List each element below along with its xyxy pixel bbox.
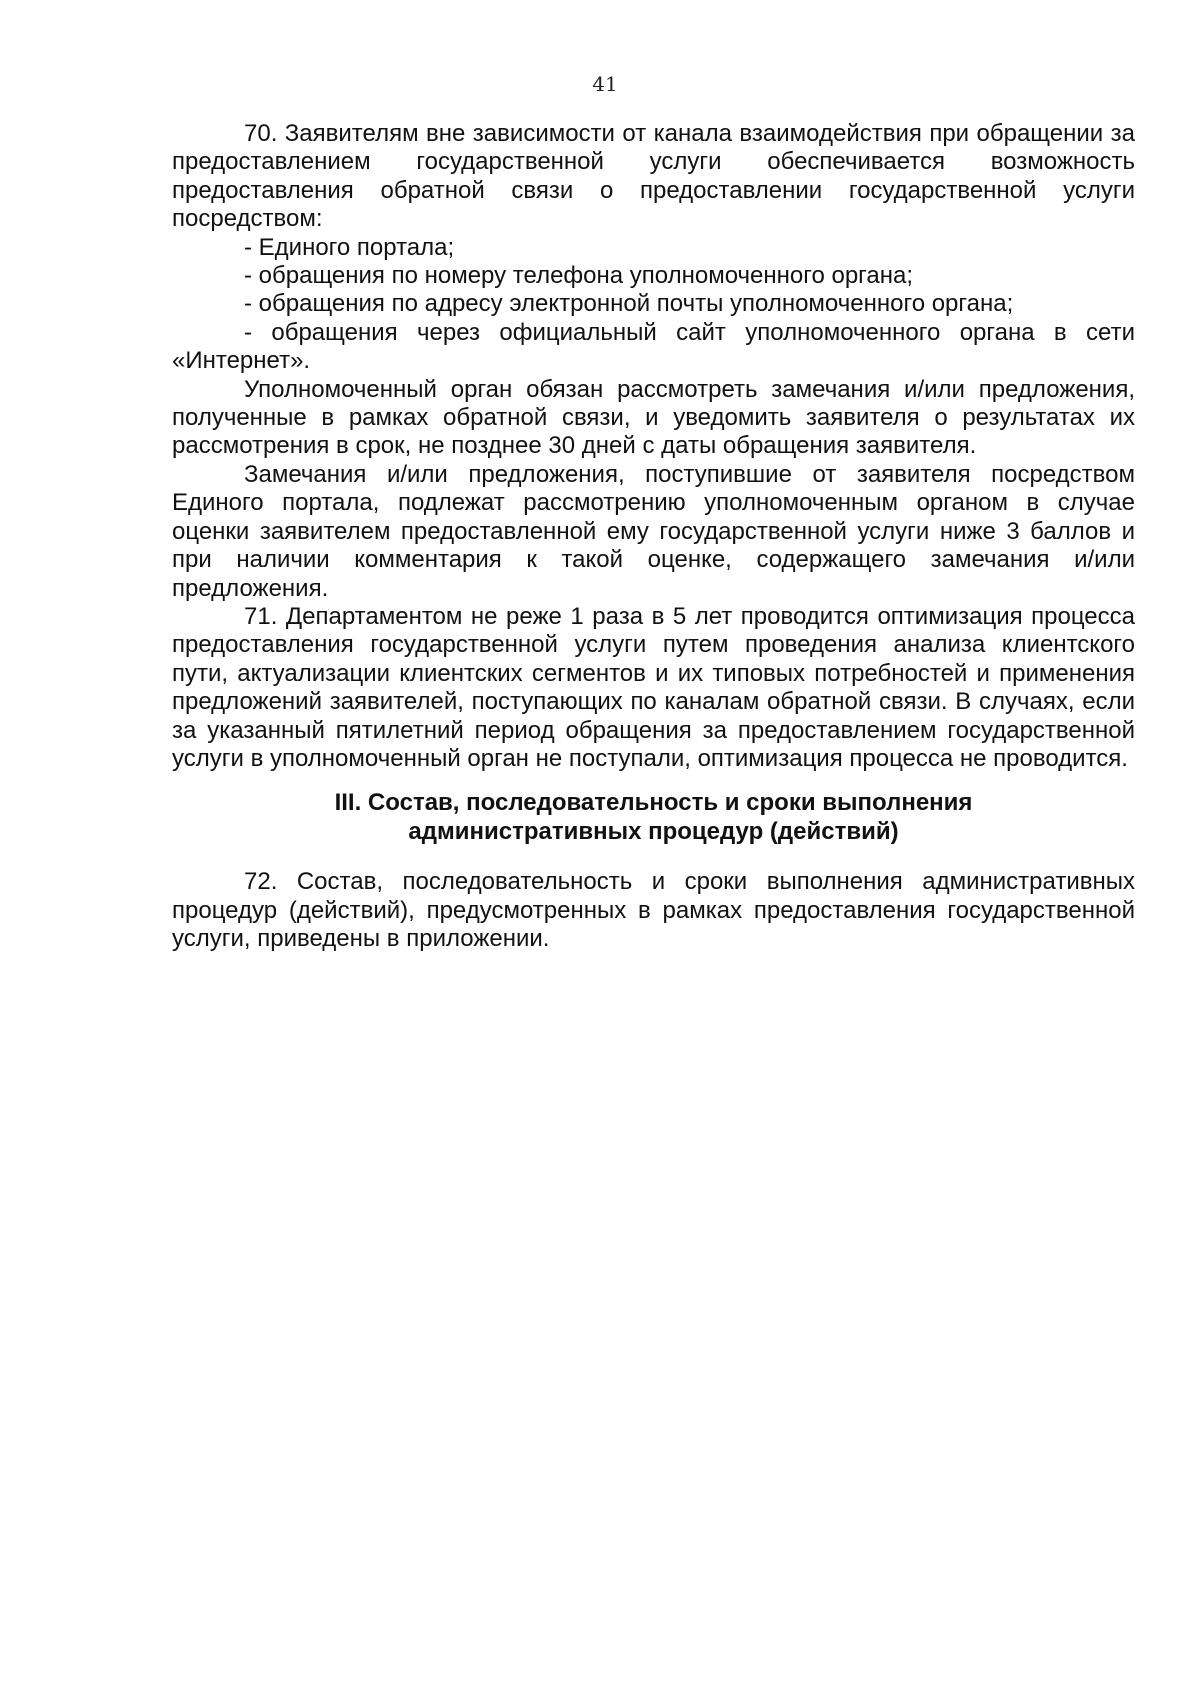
list-item-email: - обращения по адресу электронной почты уполномоченного органа;: [244, 290, 1014, 318]
paragraph-71: 71. Департаментом не реже 1 раза в 5 лет проводится оптимизация процесса предоставления государственной услуги путем проведения анализа клиентского пути, актуализации клиентских сегментов и их типовых потребностей и применения предложений заявителей, поступающих по каналам обратной связи. В случаях, если за указанный пятилетний период обращения за предоставлением государственной услуги в уполномоченный орган не поступали, оптимизация процесса не проводится.: [172, 602, 1135, 772]
paragraph-portal-remarks: Замечания и/или предложения, поступившие от заявителя посредством Единого портала, подлежат рассмотрению уполномоченным органом в случае оценки заявителем предоставленной ему государственной услуги ниже 3 баллов и при наличии комментария к такой оценке, содержащего замечания и/или предложения.: [172, 460, 1135, 602]
list-item-website: - обращения через официальный сайт уполномоченного органа в сети «Интернет».: [172, 318, 1135, 375]
paragraph-70-intro: 70. Заявителям вне зависимости от канала взаимодействия при обращении за предоставлением государственной услуги обеспечивается возможность предоставления обратной связи о предоставлении государственной услуги посредством:: [172, 120, 1135, 233]
list-item-phone: - обращения по номеру телефона уполномоченного органа;: [244, 262, 914, 290]
paragraph-72: 72. Состав, последовательность и сроки выполнения административных процедур (действий), предусмотренных в рамках предоставления государственной услуги, приведены в приложении.: [172, 868, 1135, 952]
list-item-unified-portal: - Единого портала;: [244, 233, 455, 261]
section-heading: [172, 789, 1135, 846]
paragraph-authority-obligation: Уполномоченный орган обязан рассмотреть замечания и/или предложения, полученные в рамках обратной связи, и уведомить заявителя о результатах их рассмотрения в срок, не позднее 30 дней с даты обращения заявителя.: [172, 375, 1135, 460]
section-heading-line-1: III. Состав, последовательность и сроки выполнения: [334, 789, 973, 817]
document-body: [172, 120, 1135, 953]
page-number: 41: [592, 72, 618, 96]
section-heading-line-2: административных процедур (действий): [408, 817, 899, 845]
